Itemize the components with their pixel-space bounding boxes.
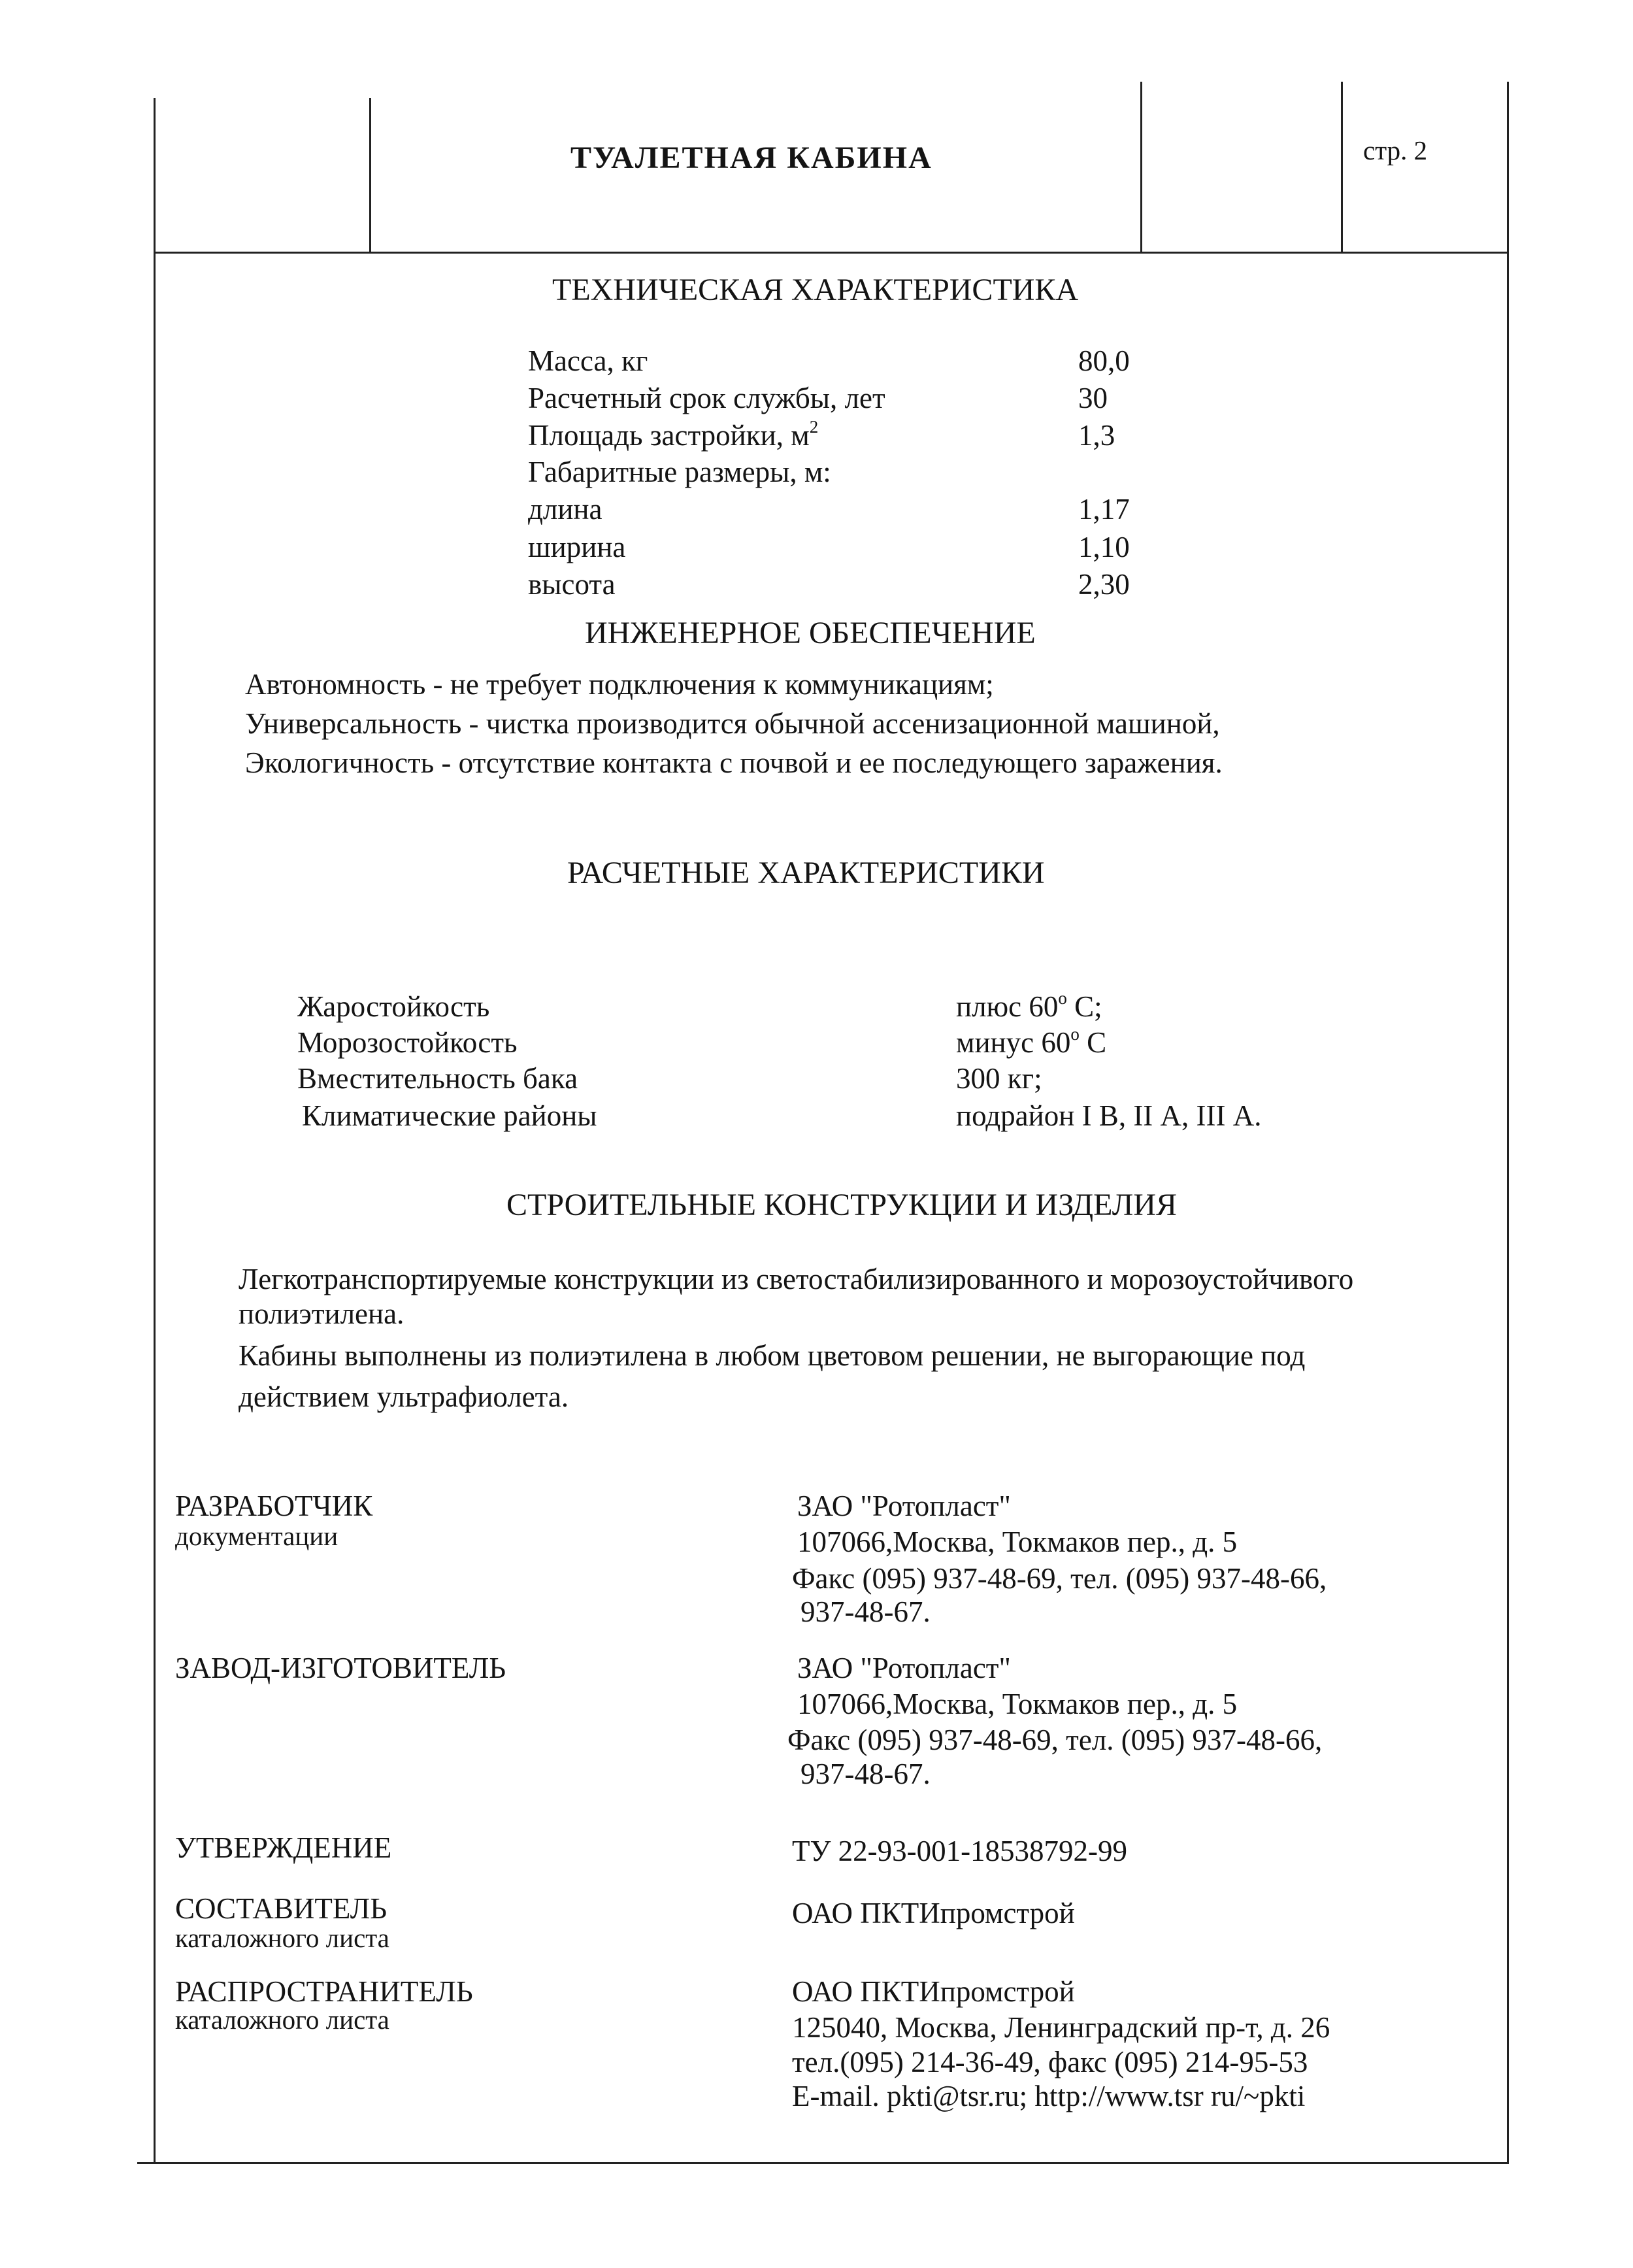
construction-line: Кабины выполнены из полиэтилена в любом цветовом решении, не выгорающие под — [239, 1339, 1306, 1372]
frame-bottom-line — [137, 2162, 1509, 2164]
tech-value: 80,0 — [1078, 344, 1130, 377]
tech-value: 1,3 — [1078, 419, 1115, 452]
calc-label: Климатические районы — [302, 1099, 597, 1132]
contact-line: E-mail. pkti@tsr.ru; http://www.tsr ru/~pkti — [792, 2080, 1306, 2112]
calc-value-main: плюс 60 — [956, 990, 1059, 1023]
tech-value: 2,30 — [1078, 568, 1130, 601]
tech-label: Габаритные размеры, м: — [528, 456, 831, 488]
engineering-line: Универсальность - чистка производится обычной ассенизационной машиной, — [245, 707, 1220, 740]
contact-line: тел.(095) 214-36-49, факс (095) 214-95-53 — [792, 2046, 1308, 2078]
contact-role: ЗАВОД-ИЗГОТОВИТЕЛЬ — [175, 1652, 506, 1684]
contact-role-sub: каталожного листа — [175, 2005, 389, 2035]
tech-heading: ТЕХНИЧЕСКАЯ ХАРАКТЕРИСТИКА — [552, 273, 1079, 307]
calc-value — [956, 1101, 1262, 1131]
calc-value — [956, 1064, 1042, 1093]
page-number: стр. 2 — [1363, 135, 1428, 165]
calc-value — [956, 1024, 1107, 1059]
calc-value-unit: С; — [1066, 990, 1102, 1023]
frame-right-line — [1507, 82, 1509, 2163]
calc-label: Вместительность бака — [297, 1062, 578, 1095]
contact-line: 125040, Москва, Ленинградский пр-т, д. 26 — [792, 2011, 1330, 2044]
tech-label: Масса, кг — [528, 344, 648, 377]
tech-value: 30 — [1078, 382, 1108, 414]
contact-line: ТУ 22-93-001-18538792-99 — [792, 1835, 1128, 1867]
calc-label: Морозостойкость — [297, 1026, 518, 1059]
header-divider-3 — [1341, 82, 1343, 252]
contact-role: УТВЕРЖДЕНИЕ — [175, 1831, 392, 1864]
contact-role-sub: документации — [175, 1521, 338, 1551]
contact-line: 937-48-67. — [800, 1595, 931, 1628]
construction-line: действием ультрафиолета. — [239, 1380, 569, 1413]
calc-heading: РАСЧЕТНЫЕ ХАРАКТЕРИСТИКИ — [567, 856, 1045, 890]
calc-value-main: минус 60 — [956, 1026, 1071, 1059]
contact-line: ОАО ПКТИпромстрой — [792, 1975, 1075, 2008]
contact-line: 937-48-67. — [800, 1758, 931, 1790]
engineering-heading: ИНЖЕНЕРНОЕ ОБЕСПЕЧЕНИЕ — [585, 616, 1036, 650]
degree-sign: o — [1070, 1024, 1080, 1044]
contact-line: ЗАО "Ротопласт" — [797, 1490, 1011, 1522]
tech-value: 1,17 — [1078, 493, 1130, 525]
contact-role-sub: каталожного листа — [175, 1923, 389, 1953]
construction-line: полиэтилена. — [239, 1297, 404, 1330]
tech-label: длина — [528, 493, 602, 525]
contact-role: СОСТАВИТЕЛЬ — [175, 1892, 388, 1925]
contact-line: 107066,Москва, Токмаков пер., д. 5 — [797, 1688, 1238, 1720]
contact-role: РАЗРАБОТЧИК — [175, 1490, 373, 1522]
tech-value: 1,10 — [1078, 531, 1130, 563]
tech-label: высота — [528, 568, 616, 601]
calc-value-main: 300 кг; — [956, 1062, 1042, 1095]
document-title: ТУАЛЕТНАЯ КАБИНА — [570, 141, 932, 175]
frame-left-line — [154, 98, 156, 2163]
contact-line: Факс (095) 937-48-69, тел. (095) 937-48-66, — [787, 1724, 1323, 1756]
calc-label: Жаростойкость — [297, 990, 490, 1023]
construction-line: Легкотранспортируемые конструкции из светостабилизированного и морозоустойчивого — [239, 1263, 1354, 1295]
calc-value-unit: С — [1079, 1026, 1107, 1059]
header-bottom-line — [154, 252, 1509, 254]
superscript: 2 — [809, 417, 819, 437]
engineering-line: Экологичность - отсутствие контакта с почвой и ее последующего заражения. — [245, 746, 1223, 779]
contact-line: ЗАО "Ротопласт" — [797, 1652, 1011, 1684]
calc-value-main: подрайон I В, II А, III А. — [956, 1099, 1262, 1132]
contact-line: Факс (095) 937-48-69, тел. (095) 937-48-66, — [792, 1562, 1327, 1595]
tech-label: Расчетный срок службы, лет — [528, 382, 885, 414]
construction-heading: СТРОИТЕЛЬНЫЕ КОНСТРУКЦИИ И ИЗДЕЛИЯ — [506, 1188, 1177, 1222]
engineering-line: Автономность - не требует подключения к коммуникациям; — [245, 668, 994, 701]
contact-role: РАСПРОСТРАНИТЕЛЬ — [175, 1975, 473, 2008]
contact-line: ОАО ПКТИпромстрой — [792, 1897, 1075, 1929]
tech-label: Площадь застройки, $м^2$ — [528, 417, 819, 452]
contact-line: 107066,Москва, Токмаков пер., д. 5 — [797, 1526, 1238, 1558]
header-divider-2 — [1140, 82, 1142, 252]
tech-label: ширина — [528, 531, 626, 563]
header-divider-1 — [369, 98, 371, 252]
calc-value — [956, 988, 1102, 1023]
degree-sign: o — [1058, 988, 1067, 1008]
